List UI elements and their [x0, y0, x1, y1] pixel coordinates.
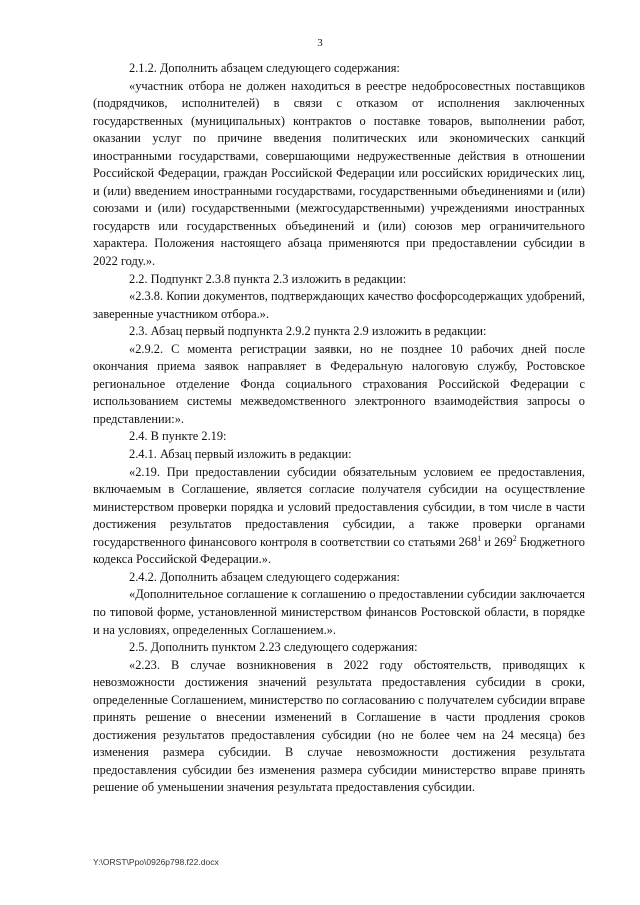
- paragraph: «Дополнительное соглашение к соглашению о предоставлении субсидии заключается по типовой форме, установленной министерством финансов Ростовской области, в порядке и на условиях, определенных Соглашением.».: [93, 587, 585, 637]
- paragraph: 2.5. Дополнить пунктом 2.23 следующего содержания:: [129, 640, 418, 655]
- paragraph: «2.9.2. С момента регистрации заявки, но не позднее 10 рабочих дней после окончания приема заявок направляет в Федеральную налоговую службу, Ростовское региональное отделение Фонда социального страхования Российской Федерации с использованием системы межведомственного электронного взаимодействия запросы о представлении:».: [93, 341, 585, 426]
- paragraph: «участник отбора не должен находиться в реестре недобросовестных поставщиков (подрядчиков, исполнителей) в связи с отказом от исполнения заключенных государственных (муниципальных) контрактов о поставке товаров, выполнении работ, оказании услуг по причине введения политических или экономических санкций иностранными государствами, совершающими недружественные действия в отношении Российской Федерации, граждан Российской Федерации или российских юридических лиц, и (или) введением иностранными государствами, государственными объединениями и (или) союзами и (или) государственными (межгосударственными) учреждениями иностранных государств или государственных объединений и (или) союзов мер ограничительного характера. Положения настоящего абзаца применяются при предоставлении субсидии в 2022 году.».: [93, 78, 585, 269]
- text-segment: и 269: [481, 534, 513, 549]
- page-number: 3: [317, 37, 323, 49]
- superscript: 2: [512, 533, 517, 543]
- superscript: 1: [477, 533, 482, 543]
- text-segment: «2.19. При предоставлении субсидии обязательным условием ее предоставления, включаемым в Соглашение, является согласие получателя субсидии на осуществление министерством проверки порядка и условий предоставления субсидии, в том числе в части достижения результатов предоставления субсидии, а также проверки органами государственного финансового контроля в соответствии со статьями 268: [93, 464, 585, 549]
- footer-file-path: Y:\ORST\Ppo\0926p798.f22.docx: [93, 857, 219, 867]
- document-body: [93, 60, 585, 797]
- paragraph: «2.23. В случае возникновения в 2022 году обстоятельств, приводящих к невозможности достижения значений результата предоставления субсидии в сроки, определенные Соглашением, министерство по согласованию с получателем субсидии вправе принять решение о внесении изменений в Соглашение в части продления сроков достижения результатов предоставления субсидии (но не более чем на 24 месяца) без изменения размера субсидии. В случае невозможности достижения результата предоставления субсидии без изменения размера субсидии министерство вправе принять решение об уменьшении значения результата предоставления субсидии.: [93, 657, 585, 795]
- paragraph-2-19: [93, 464, 585, 569]
- paragraph: 2.4.1. Абзац первый изложить в редакции:: [129, 447, 352, 462]
- text-segment: Бюджетного кодекса Российской Федерации.».: [93, 534, 585, 567]
- paragraph: 2.4. В пункте 2.19:: [129, 429, 227, 444]
- paragraph: 2.2. Подпункт 2.3.8 пункта 2.3 изложить в редакции:: [129, 271, 407, 286]
- paragraph: 2.3. Абзац первый подпункта 2.9.2 пункта 2.9 изложить в редакции:: [129, 324, 487, 339]
- paragraph: 2.4.2. Дополнить абзацем следующего содержания:: [129, 569, 400, 584]
- paragraph: 2.1.2. Дополнить абзацем следующего содержания:: [129, 61, 400, 75]
- paragraph: «2.3.8. Копии документов, подтверждающих качество фосфорсодержащих удобрений, заверенные участником отбора.».: [93, 289, 585, 321]
